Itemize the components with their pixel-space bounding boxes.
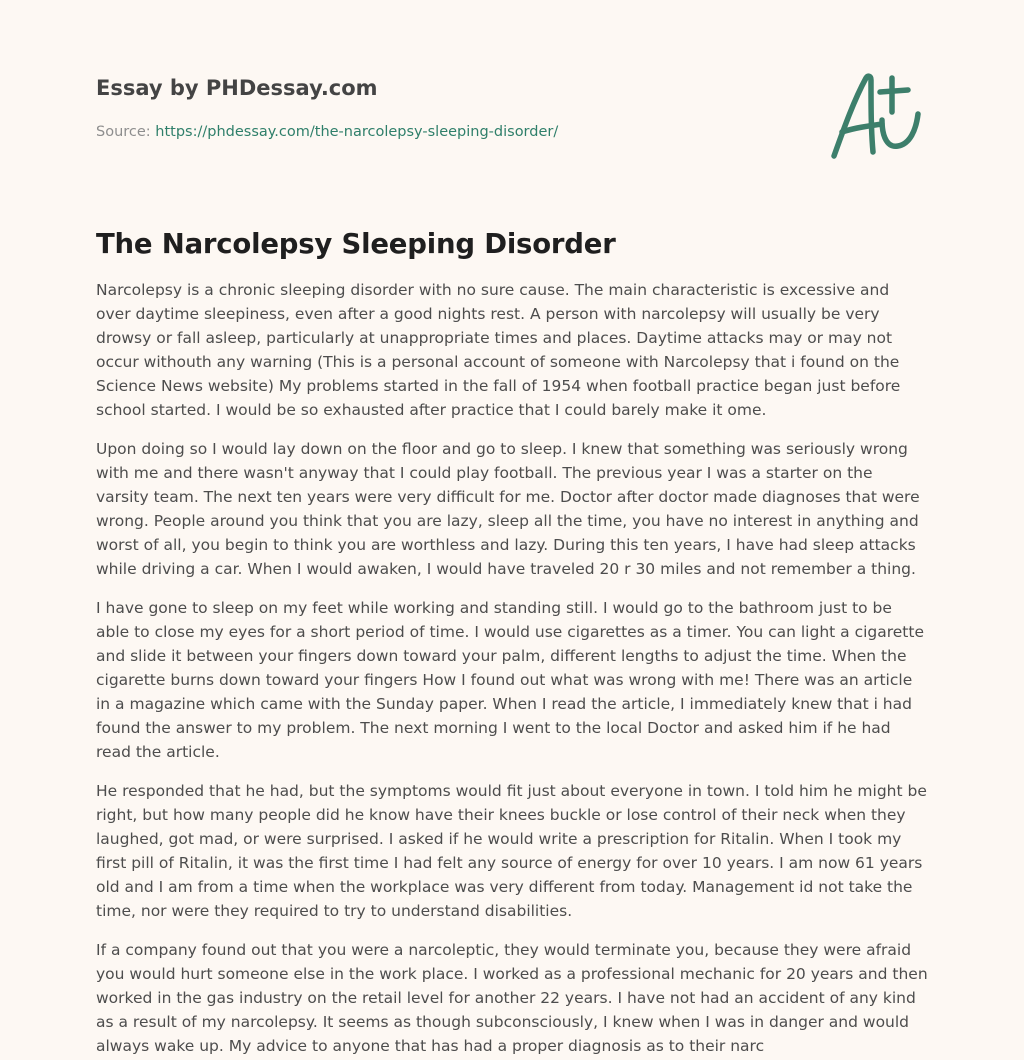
source-label: Source:: [96, 124, 156, 140]
article-title: The Narcolepsy Sleeping Disorder: [96, 228, 616, 260]
page-header: [96, 0, 928, 200]
paragraph: I have gone to sleep on my feet while working and standing still. I would go to the bathroom just to be able to close my eyes for a short period of time. I would use cigarettes as a timer. You can light a cigarette and slide it between your fingers down toward your palm, different lengths to adjust the time. When the cigarette burns down toward your fingers How I found out what was wrong with me! There was an article in a magazine which came with the Sunday paper. When I read the article, I immediately knew that i had found the answer to my problem. The next morning I went to the local Doctor and asked him if he had read the article.: [96, 599, 924, 761]
paragraph: If a company found out that you were a narcoleptic, they would terminate you, because they were afraid you would hurt someone else in the work place. I worked as a professional mechanic for 20 years and then worked in the gas industry on the retail level for another 22 years. I have not had an accident of any kind as a result of my narcolepsy. It seems as though subconsciously, I knew when I was in danger and would always wake up. My advice to anyone that has had a proper diagnosis as to their narc: [96, 941, 928, 1055]
paragraph: He responded that he had, but the symptoms would fit just about everyone in town. I told him he might be right, but how many people did he know have their knees buckle or lose control of their neck when they laughed, got mad, or were surprised. I asked if he would write a prescription for Ritalin. When I took my first pill of Ritalin, it was the first time I had felt any source of energy for over 10 years. I am now 61 years old and I am from a time when the workplace was very different from today. Management id not take the time, nor were they required to try to understand disabilities.: [96, 782, 927, 920]
source-link[interactable]: https://phdessay.com/the-narcolepsy-sleeping-disorder/: [155, 124, 559, 140]
paragraph: Upon doing so I would lay down on the floor and go to sleep. I knew that something was seriously wrong with me and there wasn't anyway that I could play football. The previous year I was a starter on the varsity team. The next ten years were very difficult for me. Doctor after doctor made diagnoses that were wrong. People around you think that you are lazy, sleep all the time, you have no interest in anything and worst of all, you begin to think you are worthless and lazy. During this ten years, I have had sleep attacks while driving a car. When I would awaken, I would have traveled 20 r 30 miles and not remember a thing.: [96, 440, 920, 578]
a-plus-logo-icon: [824, 66, 928, 166]
source-line: [96, 124, 558, 140]
site-brand: Essay by PHDessay.com: [96, 76, 378, 100]
article-body: [96, 278, 928, 1058]
paragraph: Narcolepsy is a chronic sleeping disorder with no sure cause. The main characteristic is excessive and over daytime sleepiness, even after a good nights rest. A person with narcolepsy will usually be very drowsy or fall asleep, particularly at unappropriate times and places. Daytime attacks may or may not occur withouth any warning (This is a personal account of someone with Narcolepsy that i found on the Science News website) My problems started in the fall of 1954 when football practice began just before school started. I would be so exhausted after practice that I could barely make it ome.: [96, 281, 901, 419]
